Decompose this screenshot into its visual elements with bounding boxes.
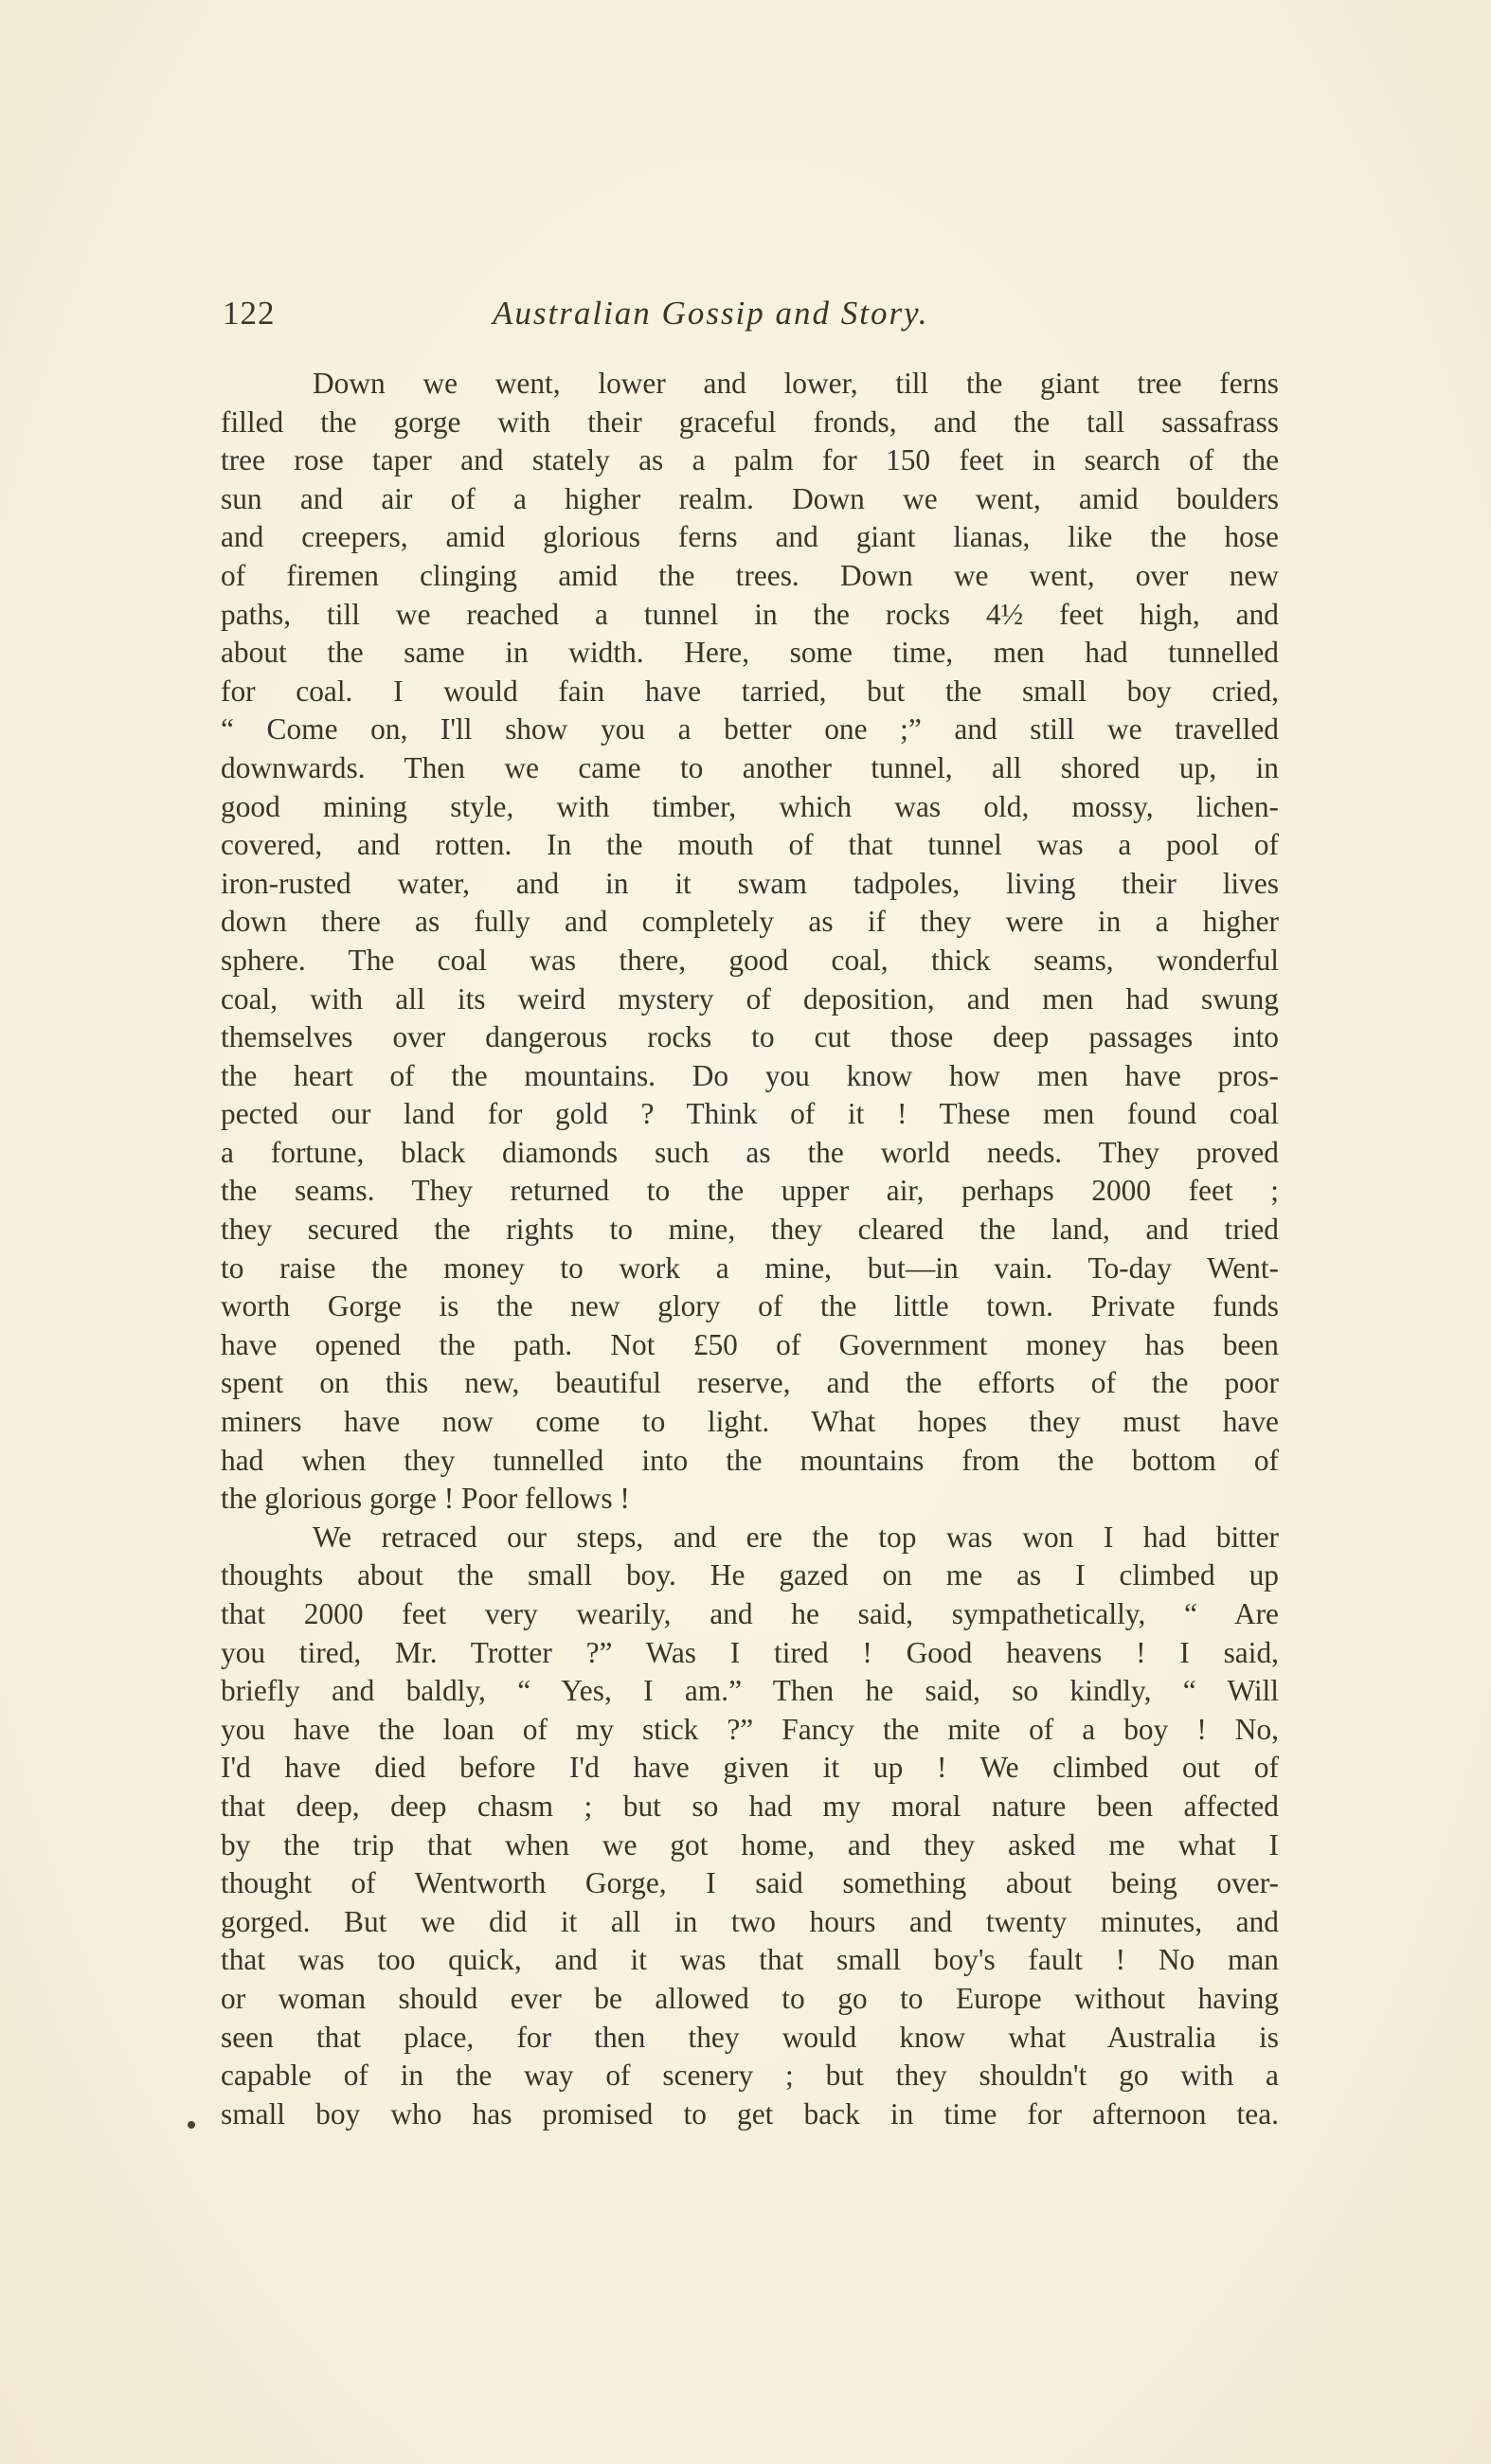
text-line: you have the loan of my stick ?” Fancy the mite of a boy ! No, [221,1712,1279,1746]
text-line: the glorious gorge ! Poor fellows ! [221,1482,630,1516]
text-line: that 2000 feet very wearily, and he said, sympathetically, “ Are [221,1597,1279,1630]
text-line: thoughts about the small boy. He gazed on me as I climbed up [221,1558,1279,1592]
text-line: have opened the path. Not £50 of Government money has been [221,1327,1279,1361]
text-line: the heart of the mountains. Do you know how men have pros- [221,1058,1279,1092]
text-line: spent on this new, beautiful reserve, and the efforts of the poor [221,1366,1279,1400]
text-line: that was too quick, and it was that small boy's fault ! No man [221,1943,1279,1977]
text-line: you tired, Mr. Trotter ?” Was I tired ! Good heavens ! I said, [221,1635,1279,1669]
text-line: coal, with all its weird mystery of deposition, and men had swung [221,981,1279,1016]
text-line: sun and air of a higher realm. Down we went, amid boulders [221,481,1279,515]
text-line: miners have now come to light. What hopes they must have [221,1405,1279,1439]
text-line: a fortune, black diamonds such as the world needs. They proved [221,1135,1279,1169]
text-line: capable of in the way of scenery ; but they shouldn't go with a [221,2059,1279,2093]
text-line: of firemen clinging amid the trees. Down we went, over new [221,558,1279,592]
text-line: “ Come on, I'll show you a better one ;” and still we travelled [221,712,1279,746]
text-line: pected our land for gold ? Think of it ! These men found coal [221,1097,1279,1131]
text-line: iron-rusted water, and in it swam tadpoles, living their lives [221,866,1279,900]
text-line: downwards. Then we came to another tunnel, all shored up, in [221,750,1279,784]
text-line: sphere. The coal was there, good coal, thick seams, wonderful [221,943,1279,977]
text-line: covered, and rotten. In the mouth of that tunnel was a pool of [221,828,1279,862]
margin-ink-mark [188,2121,195,2129]
text-line: that deep, deep chasm ; but so had my moral nature been affected [221,1789,1279,1823]
text-line: filled the gorge with their graceful fronds, and the tall sassafrass [221,405,1279,439]
body-text [221,365,1279,2133]
text-line: for coal. I would fain have tarried, but the small boy cried, [221,674,1279,708]
text-line: paths, till we reached a tunnel in the rocks 4½ feet high, and [221,597,1279,631]
text-line: and creepers, amid glorious ferns and giant lianas, like the hose [221,520,1279,554]
text-line: by the trip that when we got home, and they asked me what I [221,1827,1279,1861]
text-line: they secured the rights to mine, they cleared the land, and tried [221,1213,1279,1247]
text-line: had when they tunnelled into the mountains from the bottom of [221,1443,1279,1477]
page-number: 122 [223,295,276,332]
text-line: briefly and baldly, “ Yes, I am.” Then he said, so kindly, “ Will [221,1674,1279,1708]
running-title: Australian Gossip and Story. [493,295,929,332]
text-line: seen that place, for then they would know what Australia is [221,2020,1279,2054]
text-line: worth Gorge is the new glory of the little town. Private funds [221,1289,1279,1323]
text-line: or woman should ever be allowed to go to Europe without having [221,1981,1279,2015]
text-line: good mining style, with timber, which was old, mossy, lichen- [221,789,1279,823]
text-line: themselves over dangerous rocks to cut those deep passages into [221,1020,1279,1054]
text-line: tree rose taper and stately as a palm for 150 feet in search of the [221,443,1279,477]
running-header [223,290,1265,337]
text-line: to raise the money to work a mine, but—in vain. To-day Went- [221,1250,1279,1285]
text-line: Down we went, lower and lower, till the giant tree ferns [313,367,1279,400]
text-line: thought of Wentworth Gorge, I said something about being over- [221,1866,1279,1900]
text-line: down there as fully and completely as if they were in a higher [221,905,1279,939]
text-line: We retraced our steps, and ere the top was won I had bitter [313,1520,1279,1554]
text-line: gorged. But we did it all in two hours and twenty minutes, and [221,1904,1279,1938]
text-line: small boy who has promised to get back in time for afternoon tea. [221,2096,1279,2131]
text-line: the seams. They returned to the upper air, perhaps 2000 feet ; [221,1174,1279,1208]
text-line: I'd have died before I'd have given it up ! We climbed out of [221,1751,1279,1785]
text-line: about the same in width. Here, some time, men had tunnelled [221,636,1279,670]
